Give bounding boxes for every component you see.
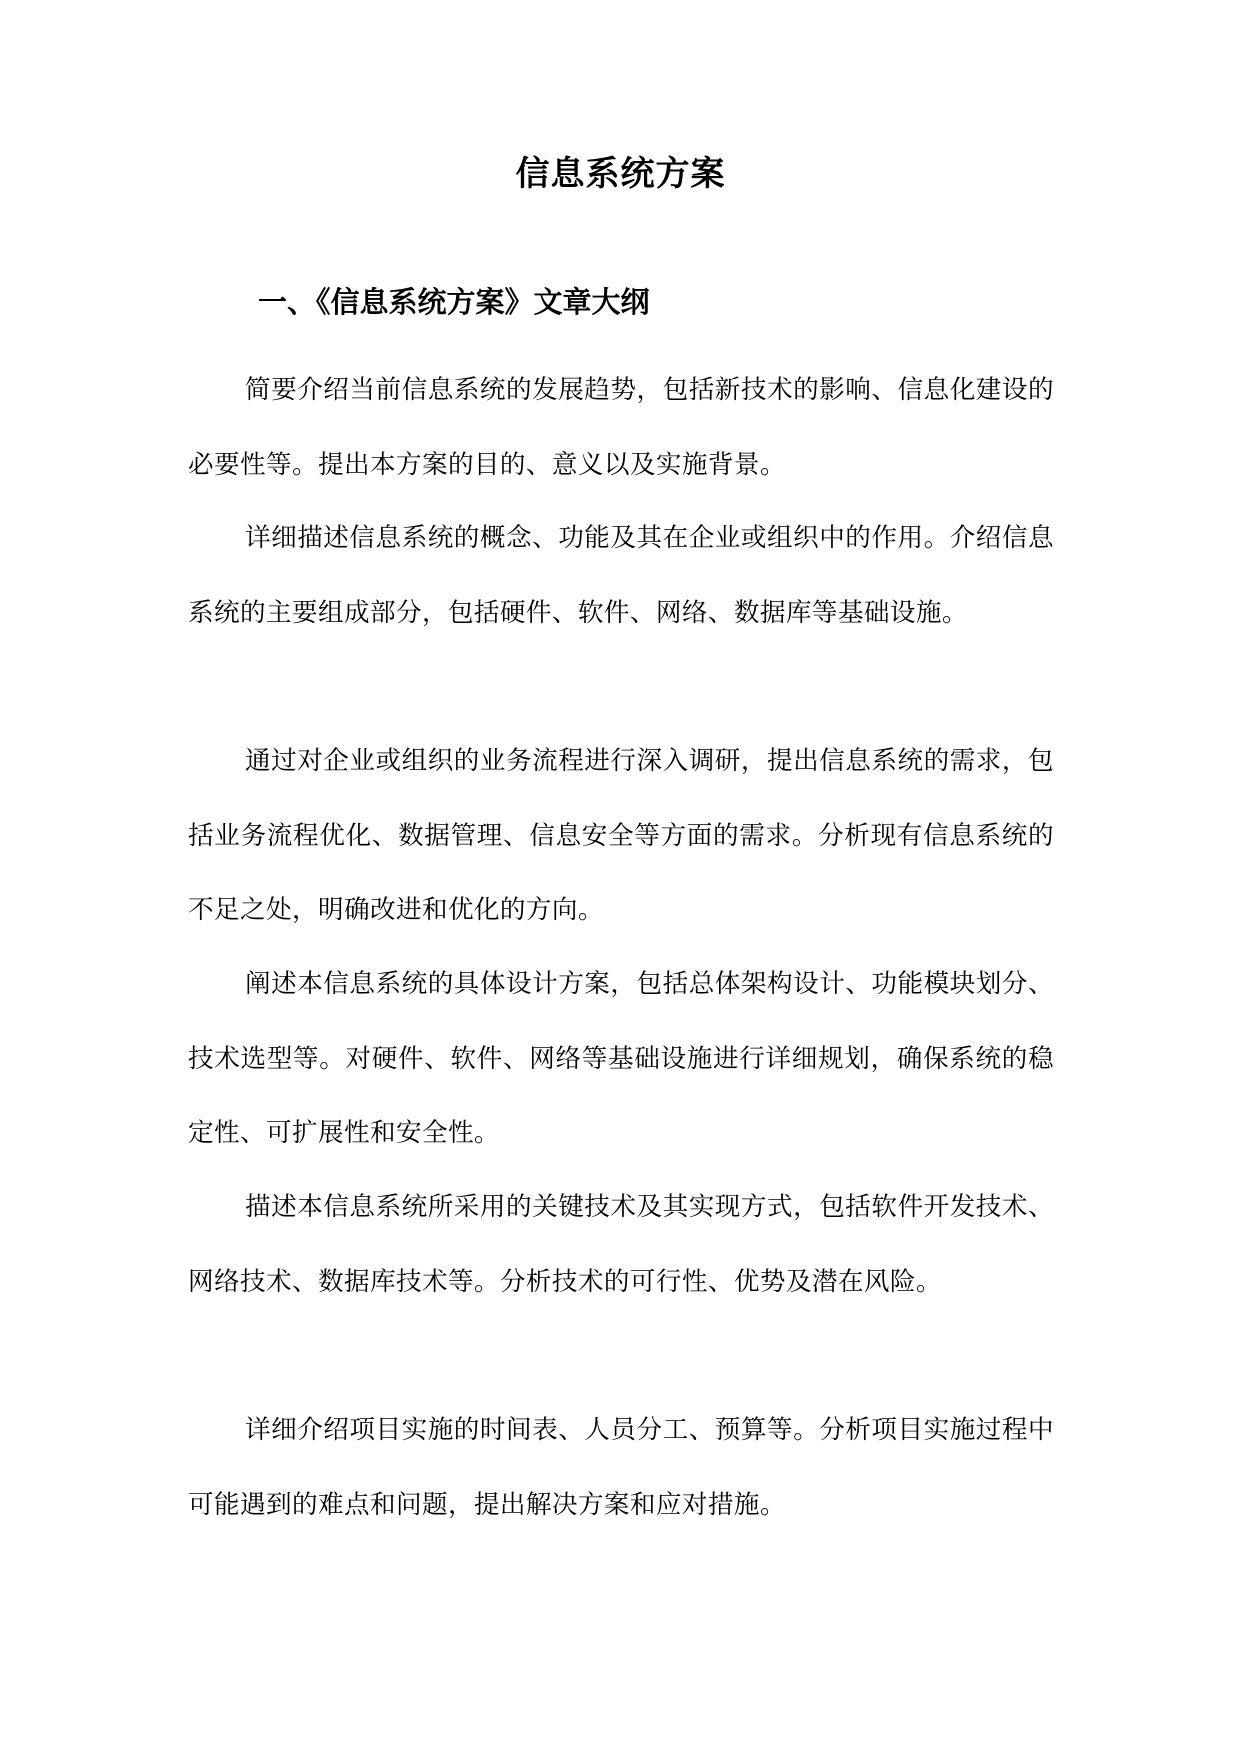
- document-title: 信息系统方案: [515, 154, 726, 194]
- paragraph-2: 详细描述信息系统的概念、功能及其在企业或组织中的作用。介绍信息系统的主要组成部分，包括硬件、软件、网络、数据库等基础设施。: [188, 523, 1054, 628]
- paragraph-4: 阐述本信息系统的具体设计方案，包括总体架构设计、功能模块划分、技术选型等。对硬件、软件、网络等基础设施进行详细规划，确保系统的稳定性、可扩展性和安全性。: [188, 969, 1054, 1148]
- paragraph-6: 详细介绍项目实施的时间表、人员分工、预算等。分析项目实施过程中可能遇到的难点和问题，提出解决方案和应对措施。: [188, 1415, 1054, 1520]
- paragraph-5: 描述本信息系统所采用的关键技术及其实现方式，包括软件开发技术、网络技术、数据库技术等。分析技术的可行性、优势及潜在风险。: [188, 1192, 1054, 1297]
- paragraph-3: 通过对企业或组织的业务流程进行深入调研，提出信息系统的需求，包括业务流程优化、数据管理、信息安全等方面的需求。分析现有信息系统的不足之处，明确改进和优化的方向。: [188, 746, 1054, 925]
- section-heading: 一、《信息系统方案》文章大纲: [258, 285, 650, 319]
- paragraph-1: 简要介绍当前信息系统的发展趋势，包括新技术的影响、信息化建设的必要性等。提出本方案的目的、意义以及实施背景。: [188, 375, 1054, 480]
